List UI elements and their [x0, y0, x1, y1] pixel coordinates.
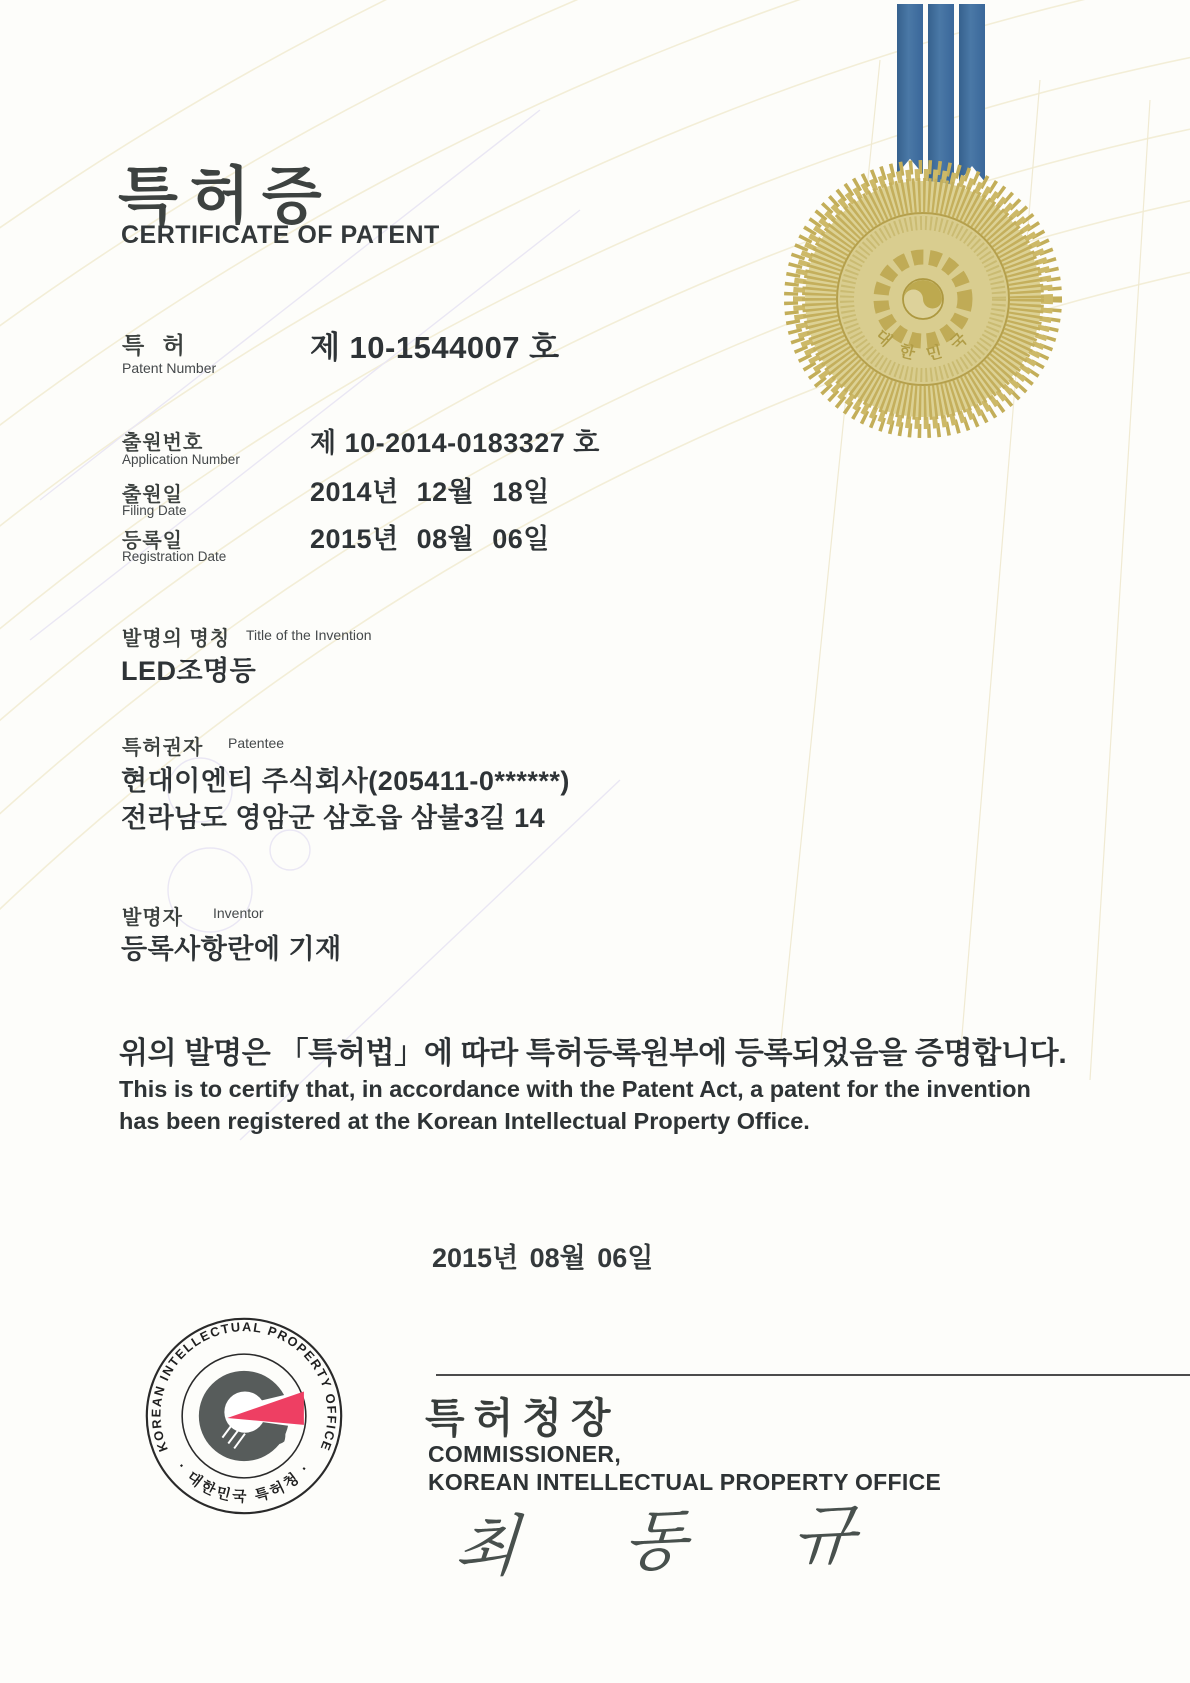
kipo-office-seal	[136, 1308, 352, 1524]
seal-ring-text-top: KOREAN INTELLECTUAL PROPERTY OFFICE	[148, 1319, 340, 1454]
invention-title-value: LED조명등	[121, 656, 257, 686]
registration-date-label-en: Registration Date	[122, 549, 227, 564]
certificate-title-english: CERTIFICATE OF PATENT	[121, 221, 440, 249]
inventor-value: 등록사항란에 기재	[121, 934, 342, 964]
patent-number-label-ko: 특 허	[122, 332, 191, 358]
medal-center-text: 대 한 민 국	[871, 327, 975, 365]
commissioner-signature: 최 동 규	[452, 1494, 901, 1587]
issue-date: 2015년 08월 06일	[432, 1243, 654, 1273]
patent-number-value: 제 10-1544007 호	[310, 330, 560, 365]
patentee-label-en: Patentee	[228, 735, 285, 751]
certification-statement-korean: 위의 발명은 「특허법」에 따라 특허등록원부에 등록되었음을 증명합니다.	[119, 1037, 1067, 1070]
filing-date-label-en: Filing Date	[122, 503, 187, 518]
commissioner-title-korean: 특허청장	[425, 1395, 620, 1441]
invention-title-label-en: Title of the Invention	[246, 627, 372, 643]
seal-ring-text-bottom: · 대한민국 특허청 ·	[173, 1459, 315, 1506]
filing-date-value: 2014년 12월 18일	[310, 477, 550, 507]
inventor-label-ko: 발명자	[122, 907, 183, 929]
gold-medal-icon	[770, 146, 1076, 452]
certificate-title-korean: 특허증	[118, 162, 334, 231]
certification-statement-english-line1: This is to certify that, in accordance with the Patent Act, a patent for the invention	[119, 1076, 1031, 1102]
application-number-label-ko: 출원번호	[122, 432, 204, 454]
registration-date-label-ko: 등록일	[122, 530, 183, 552]
filing-date-label-ko: 출원일	[122, 484, 183, 506]
patentee-label-ko: 특허권자	[122, 737, 204, 759]
application-number-value: 제 10-2014-0183327 호	[310, 428, 600, 458]
certification-statement-english-line2: has been registered at the Korean Intellectual Property Office.	[119, 1108, 810, 1134]
inventor-label-en: Inventor	[213, 905, 264, 921]
commissioner-title-english-line1: COMMISSIONER,	[428, 1441, 622, 1467]
commissioner-title-english-line2: KOREAN INTELLECTUAL PROPERTY OFFICE	[428, 1469, 942, 1495]
application-number-label-en: Application Number	[122, 452, 240, 467]
invention-title-label-ko: 발명의 명칭	[122, 628, 231, 650]
patentee-address: 전라남도 영암군 삼호읍 삼불3길 14	[121, 803, 546, 833]
patentee-name: 현대이엔티 주식회사(205411-0******)	[121, 766, 570, 796]
registration-date-value: 2015년 08월 06일	[310, 524, 550, 554]
patent-number-label-en: Patent Number	[122, 360, 217, 376]
signature-divider-line	[436, 1374, 1190, 1376]
